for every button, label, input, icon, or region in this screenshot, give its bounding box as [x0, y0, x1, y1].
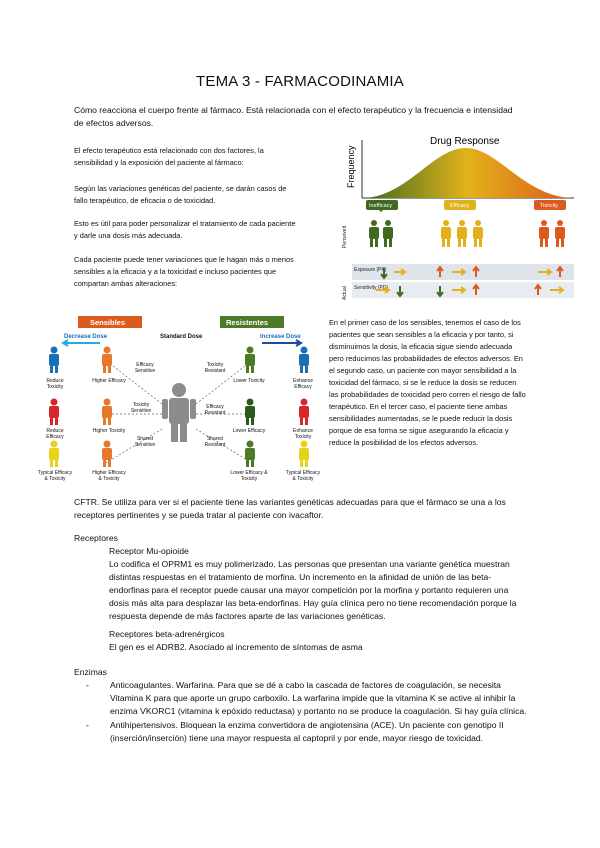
zone-efficacy	[444, 200, 476, 210]
side-label-actual: Actual	[342, 286, 348, 300]
zone-label-inefficacy: Inefficacy	[369, 203, 393, 209]
list-item: - Antihipertensivos. Bloquean la enzima convertidora de angiotensina (ACE). Un paciente con genotipo II (inserción/inserción) tiene una mayor respuesta al captopril y por ende, mayor riesgo de toxicidad.	[86, 720, 504, 743]
increase-dose-label: Increase Dose	[260, 334, 301, 340]
left-label-2: Higher Efficacy	[92, 378, 126, 384]
receptor-mu-title: Receptor Mu-opioide	[109, 546, 189, 556]
left-label-4: Higher Toxicity	[92, 428, 126, 434]
sensibles-label: Sensibles	[90, 318, 126, 327]
paragraph-personalize: Esto es útil para poder personalizar el tratamiento de cada paciente y darle una dosis más adecuada.	[74, 219, 296, 240]
people-efficacy	[441, 220, 483, 247]
receptor-beta-text: El gen es el ADRB2. Asociado al incremento de síntomas de asma	[109, 642, 363, 652]
figure-title: Drug Response	[430, 136, 500, 147]
list-item: - Anticoagulantes. Warfarina. Para que se dé a cabo la cascada de factores de coagulación, se necesita Vitamina K para que aporte un grupo carboxilo. La warfarina impide que la vitamina K se active al inhibir la enzima VKORC1 (vitamina k epóxido reductasa) y portanto no se produce la coagulación. Si hay guía clínica.	[86, 680, 527, 716]
people-inefficacy	[369, 220, 393, 247]
page-title: TEMA 3 - FARMACODINAMIA	[196, 73, 404, 90]
center-label-shared-resistant: Shared Resistant	[204, 436, 226, 448]
center-label-efficacy-sensitive: Efficacy Sensitive	[134, 362, 156, 374]
resistentes-label: Resistentes	[226, 318, 269, 327]
zone-label-efficacy: Efficacy	[450, 203, 470, 209]
standard-person	[162, 383, 196, 442]
left-label-3: Reduce Efficacy	[46, 428, 64, 440]
receptores-heading: Receptores	[74, 533, 118, 543]
paragraph-sensitivity-cases: En el primer caso de los sensibles, tenemos el caso de los pacientes que sean sensibles a la eficacia y por tanto, si disminuimos la dosis, la eficacia sigue siendo adecuada pero reducimos las probabilidades de efectos adversos. En el segundo caso, un paciente con mayor sensibilidad a la toxicidad del fármaco, si se le reduce la dosis se reducen las probabilidades de toxicidad pero corren el riesgo de fallo terapéutico. En el tercer caso, el paciente tiene ambas sensibilidades aumentadas, se le puede reducir la dosis porque de esa forma se sigue asegurando la eficacia y reduce la posibilidad de los efectos adversos.	[329, 318, 526, 447]
left-label-1: Reduce Toxicity	[46, 378, 64, 390]
center-label-efficacy-resistant: Efficacy Resistant	[204, 404, 226, 416]
right-people	[245, 347, 309, 468]
standard-dose-label: Standard Dose	[160, 334, 203, 340]
enzima-antihipertensivos-text: Antihipertensivos. Bloquean la enzima convertidora de angiotensina (ACE). Un paciente con genotipo II (inserción/inserción) tiene una mayor respuesta al captopril y por ende, mayor riesgo de toxicidad.	[110, 720, 504, 743]
drug-response-figure	[338, 130, 578, 310]
row-label-sensitivity: Sensitivity (PD)	[354, 285, 389, 291]
zone-inefficacy	[366, 200, 398, 212]
enzima-anticoagulantes-text: Anticoagulantes. Warfarina. Para que se dé a cabo la cascada de factores de coagulación, se necesita Vitamina K para que aporte un grupo carboxilo. La warfarina impide que la vitamina K se active al inhibir la enzima VKORC1 (vitamina k epóxido reductasa) y portanto no se produce la coagulación. Si hay guía clínica.	[110, 680, 527, 716]
paragraph-factors: El efecto terapéutico está relacionado con dos factores, la sensibilidad y la exposición del paciente al fármaco:	[74, 146, 264, 167]
sensitivity-figure	[34, 314, 324, 492]
bell-curve	[364, 148, 572, 198]
row-label-exposure: Exposure (PK)	[354, 267, 387, 273]
left-label-6: Higher Efficacy & Toxicity	[92, 470, 126, 482]
left-people	[49, 347, 112, 468]
center-label-toxicity-sensitive: Toxicity Sensitive	[130, 402, 152, 414]
right-label-2: Enhance Efficacy	[293, 378, 313, 390]
enzimas-heading: Enzimas	[74, 667, 107, 677]
receptor-beta-title: Receptores beta-adrenérgicos	[109, 629, 225, 639]
center-label-shared-sensitive: Shared Sensitive	[134, 436, 156, 448]
paragraph-genetic-variations: Según las variaciones genéticas del paciente, se darán casos de fallo terapéutico, de eficacia o de toxicidad.	[74, 184, 287, 205]
right-label-1: Lower Toxicity	[233, 378, 265, 384]
right-label-4: Enhance Toxicity	[293, 428, 313, 440]
decrease-dose-label: Decrease Dose	[64, 334, 108, 340]
right-label-5: Lower Efficacy & Toxicity	[230, 470, 268, 482]
left-label-5: Typical Efficacy & Toxicity	[37, 470, 73, 482]
enzimas-list	[86, 679, 530, 746]
people-toxicity	[539, 220, 565, 247]
y-axis-label: Frequency	[346, 145, 356, 188]
paragraph-variations: Cada paciente puede tener variaciones que le hagan más o menos sensibles a la eficacia y a la toxicidad e incluso pacientes que compartan ambas alteraciones:	[74, 255, 294, 288]
side-label-perceived: Perceived	[342, 225, 348, 248]
paragraph-cftr: CFTR. Se utiliza para ver si el paciente tiene las variantes genéticas adecuadas para que el fármaco se una a los receptores pertinentes y se pueda tratar al paciente con ivacaftor.	[74, 497, 506, 520]
intro-paragraph: Cómo reacciona el cuerpo frente al fármaco. Está relacionada con el efecto terapéutico y la frecuencia e intensidad de efectos adversos.	[74, 105, 513, 128]
zone-toxicity	[534, 200, 566, 210]
center-label-toxicity-resistant: Toxicity Resistant	[204, 362, 226, 374]
zone-label-toxicity: Toxicity	[540, 203, 559, 209]
right-label-3: Lower Efficacy	[232, 428, 266, 434]
right-label-6: Typical Efficacy & Toxicity	[285, 470, 321, 482]
receptor-mu-text: Lo codifica el OPRM1 es muy polimerizado. Las personas que presentan una variante genética muestran distintas respuestas en el tratamiento de morfina. Un incremento en la afinidad de unión de las beta-endorfinas para el receptor puede causar una mayor competición por la morfina y portanto requieren una dosis más alta para desplazar las beta-endorfinas. Hay guía clínica pero no tiene recomendación porque la respuesta depende de más factores aparte de las variaciones genéticas.	[109, 559, 517, 621]
